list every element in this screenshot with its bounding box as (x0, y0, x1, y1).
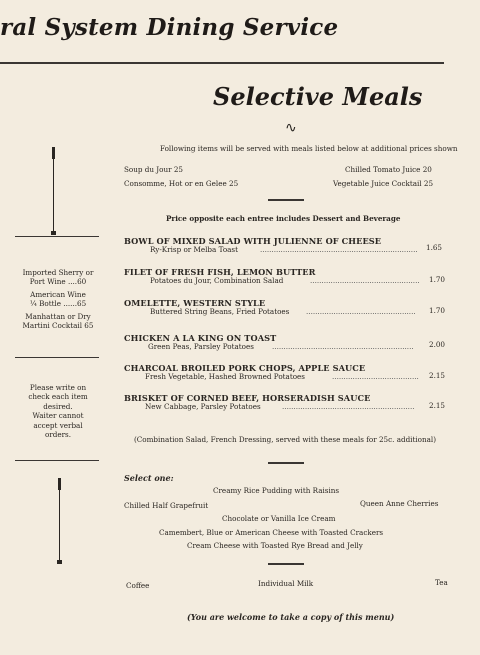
dessert-cherries: Queen Anne Cherries (360, 499, 439, 508)
wine-line-6: Martini Cocktail 65 (22, 321, 94, 331)
beverage-coffee: Coffee (126, 581, 150, 590)
beverage-tea: Tea (435, 578, 448, 587)
entree-6-leader: .......................................................... (282, 403, 415, 411)
entree-5-leader: ...................................... (332, 373, 419, 381)
wine-line-2: Port Wine ....60 (29, 277, 87, 287)
entree-4-price: 2.00 (429, 340, 446, 349)
entree-6-price: 2.15 (429, 401, 446, 410)
entree-5-price: 2.15 (429, 371, 446, 380)
entree-6-side: New Cabbage, Parsley Potatoes (145, 402, 261, 411)
dessert-grapefruit: Chilled Half Grapefruit (124, 501, 209, 510)
entree-3-price: 1.70 (429, 306, 446, 315)
appetizer-divider (268, 199, 304, 201)
entree-1-name: BOWL OF MIXED SALAD WITH JULIENNE OF CHEESE (124, 236, 382, 246)
entree-3-leader: ................................................ (306, 308, 416, 316)
swash-ornament: ∿ (285, 120, 297, 136)
dessert-rice-pudding: Creamy Rice Pudding with Raisins (213, 486, 340, 495)
notice-line-4: Waiter cannot (32, 411, 84, 421)
dessert-cream-cheese: Cream Cheese with Toasted Rye Bread and Jelly (187, 541, 363, 550)
vegetable-juice-item: Vegetable Juice Cocktail 25 (333, 179, 434, 188)
entree-6-name: BRISKET OF CORNED BEEF, HORSERADISH SAUCE (124, 393, 371, 403)
wine-line-4: ¼ Bottle ......65 (29, 299, 87, 309)
entree-2-leader: ................................................ (310, 277, 420, 285)
footer-note: (You are welcome to take a copy of this menu) (187, 612, 395, 622)
sidebar-rule-2 (15, 357, 99, 358)
sidebar-notice (10, 383, 106, 439)
select-one-label: Select one: (124, 473, 174, 483)
wine-line-5: Manhattan or Dry (25, 311, 91, 321)
soup-item: Soup du Jour 25 (124, 165, 183, 174)
entree-3-name: OMELETTE, WESTERN STYLE (124, 298, 266, 308)
entree-4-name: CHICKEN A LA KING ON TOAST (124, 333, 277, 343)
notice-line-2: check each item (28, 392, 88, 402)
entree-1-leader: ..................................................................... (260, 246, 418, 254)
entree-4-leader: .............................................................. (272, 343, 414, 351)
beverage-divider (268, 563, 304, 565)
intro-text: Following items will be served with meals listed below at additional prices shown (160, 144, 458, 153)
beverage-milk: Individual Milk (258, 579, 314, 588)
header-rule (0, 62, 444, 64)
sidebar-rule-1 (15, 236, 99, 237)
section-title: Selective Meals (213, 82, 423, 111)
wine-line-3: American Wine (30, 289, 86, 299)
notice-line-5: accept verbal (33, 420, 83, 430)
entree-5-side: Fresh Vegetable, Hashed Browned Potatoes (145, 372, 305, 381)
entree-1-price: 1.65 (426, 243, 443, 252)
dessert-divider (268, 462, 304, 464)
entree-5-name: CHARCOAL BROILED PORK CHOPS, APPLE SAUCE (124, 363, 366, 373)
header-title: ral System Dining Service (0, 14, 339, 41)
entree-3-side: Buttered String Beans, Fried Potatoes (150, 307, 290, 316)
tomato-juice-item: Chilled Tomato Juice 20 (345, 165, 432, 174)
sidebar-rule-3 (15, 460, 99, 461)
notice-line-3: desired. (43, 401, 73, 411)
dessert-ice-cream: Chocolate or Vanilla Ice Cream (222, 514, 336, 523)
wine-line-1: Imported Sherry or (22, 268, 94, 277)
consomme-item: Consomme, Hot or en Gelee 25 (124, 179, 239, 188)
sidebar-wine-list (10, 268, 106, 330)
entree-2-name: FILET OF FRESH FISH, LEMON BUTTER (124, 267, 316, 277)
notice-line-1: Please write on (29, 383, 87, 392)
dessert-cheese: Camembert, Blue or American Cheese with Toasted Crackers (159, 528, 384, 537)
entree-2-side: Potatoes du Jour, Combination Salad (150, 276, 284, 285)
entree-4-side: Green Peas, Parsley Potatoes (148, 342, 254, 351)
combination-note: (Combination Salad, French Dressing, served with these meals for 25c. additional) (133, 435, 437, 444)
notice-line-6: orders. (44, 430, 72, 440)
price-note: Price opposite each entree includes Dessert and Beverage (166, 214, 401, 223)
entree-2-price: 1.70 (429, 275, 446, 284)
entree-1-side: Ry-Krisp or Melba Toast (150, 245, 239, 254)
